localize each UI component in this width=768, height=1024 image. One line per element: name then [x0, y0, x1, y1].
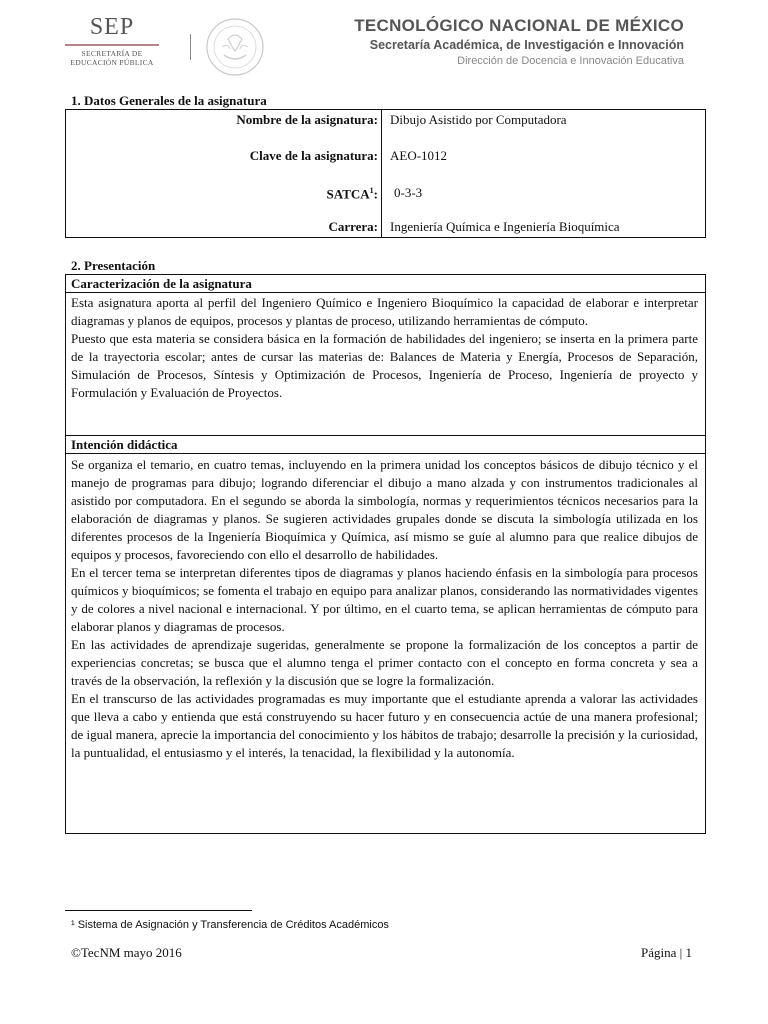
- header-divider: [190, 34, 191, 60]
- presentation-table-rule-3: [65, 453, 706, 454]
- sep-subtitle-line1: SECRETARÍA DE: [81, 49, 143, 58]
- page-number: Página | 1: [641, 945, 692, 960]
- footnote-rule: [65, 910, 252, 911]
- intencion-paragraph: En las actividades de aprendizaje sugeridas, generalmente se propone la formalización de los conceptos a partir de experiencias concretas; se busca que el alumno tenga el primer contacto con el concepto en forma concreta y sea a través de la observación, la reflexión y la discusión que se logre la formalización.: [71, 637, 698, 688]
- section-2-title: 2. Presentación: [71, 258, 156, 273]
- institution-name: TECNOLÓGICO NACIONAL DE MÉXICO: [354, 16, 684, 35]
- intencion-paragraph: Se organiza el temario, en cuatro temas, incluyendo en la primera unidad los conceptos básicos de dibujo técnico y el manejo de programas para dibujo; logrando diferenciar el dibujo a mano alzada y con instrumentos tradicionales al asistido por computadora. En el segundo se aborda la simbología, normas y requerimientos técnicos necesarios para la elaboración de diagramas y planos. Se sugieren actividades grupales donde se discuta la simbología utilizada en los diferentes procesos de la Ingeniería Bioquímica y Química, así mismo se guíe al alumno para que realice dibujos de equipos y procesos, favoreciendo con ello el desarrollo de habilidades.: [71, 457, 698, 562]
- sep-logo-rule: [65, 44, 159, 46]
- direccion-name: Dirección de Docencia e Innovación Educativa: [457, 55, 684, 67]
- presentation-table-rule-2: [65, 435, 706, 436]
- caracterizacion-heading: Caracterización de la asignatura: [71, 276, 252, 291]
- secretaria-name: Secretaría Académica, de Investigación e Innovación: [369, 38, 684, 52]
- label-course-name: Nombre de la asignatura:: [236, 112, 378, 127]
- value-course-name: Dibujo Asistido por Computadora: [390, 112, 567, 127]
- footnote-ref-1: 1: [369, 186, 374, 195]
- value-satca: 0-3-3: [394, 185, 423, 200]
- institution-header: [354, 15, 684, 69]
- value-course-key: AEO-1012: [390, 148, 448, 163]
- intencion-paragraph: En el tercer tema se interpretan diferentes tipos de diagramas y planos haciendo énfasis en la simbología para procesos químicos y bioquímicos; se fomenta el trabajo en equipo para analizar planos, considerando las normatividades vigentes y de colores a nivel nacional e internacional. Y por último, en el cuarto tema, se aplican herramientas de cómputo para elaborar planos y diagramas de procesos.: [71, 565, 698, 634]
- intencion-body: [71, 456, 698, 762]
- label-satca-colon: :: [373, 186, 378, 202]
- sep-wordmark: SEP: [89, 14, 135, 40]
- label-course-key: Clave de la asignatura:: [249, 148, 378, 163]
- footnote-text: ¹ Sistema de Asignación y Transferencia de Créditos Académicos: [71, 919, 389, 931]
- intencion-paragraph: En el transcurso de las actividades programadas es muy importante que el estudiante aprenda a valorar las actividades que lleva a cabo y entienda que está construyendo su hacer futuro y en consecuencia actúe de una manera profesional; de igual manera, aprecie la importancia del conocimiento y los hábitos de trabajo; desarrolle la precisión y la curiosidad, la puntualidad, el entusiasmo y el interés, la tenacidad, la flexibilidad y la autonomía.: [71, 691, 698, 760]
- section-1-title: 1. Datos Generales de la asignatura: [71, 93, 267, 108]
- national-seal-icon: [204, 17, 266, 82]
- intencion-heading: Intención didáctica: [71, 437, 178, 452]
- caracterizacion-paragraph: Esta asignatura aporta al perfil del Ingeniero Químico e Ingeniero Bioquímico la capacidad de elaborar e interpretar diagramas y planos de equipos, procesos y plantas de proceso, utilizando herramientas de cómputo.: [71, 295, 698, 328]
- label-satca: [327, 183, 378, 202]
- caracterizacion-paragraph: Puesto que esta materia se considera básica en la formación de habilidades del ingeniero; se inserta en la primera parte de la trayectoria escolar; antes de cursar las materias de: Balances de Materia y Energía, Procesos de Separación, Simulación de Procesos, Síntesis y Optimización de Procesos, Ingeniería de Proceso, Ingeniería de proyecto y Formulación y Evaluación de Proyectos.: [71, 331, 698, 400]
- value-career: Ingeniería Química e Ingeniería Bioquímica: [390, 219, 620, 234]
- label-satca-text: SATCA: [326, 186, 370, 202]
- presentation-table-rule-1: [65, 292, 706, 293]
- sep-subtitle-line2: EDUCACIÓN PÚBLICA: [70, 58, 154, 67]
- caracterizacion-body: [71, 294, 698, 402]
- general-data-table-divider: [381, 109, 382, 238]
- label-career: Carrera:: [328, 219, 378, 234]
- sep-logo: [62, 14, 162, 74]
- copyright-footer: ©TecNM mayo 2016: [71, 945, 182, 960]
